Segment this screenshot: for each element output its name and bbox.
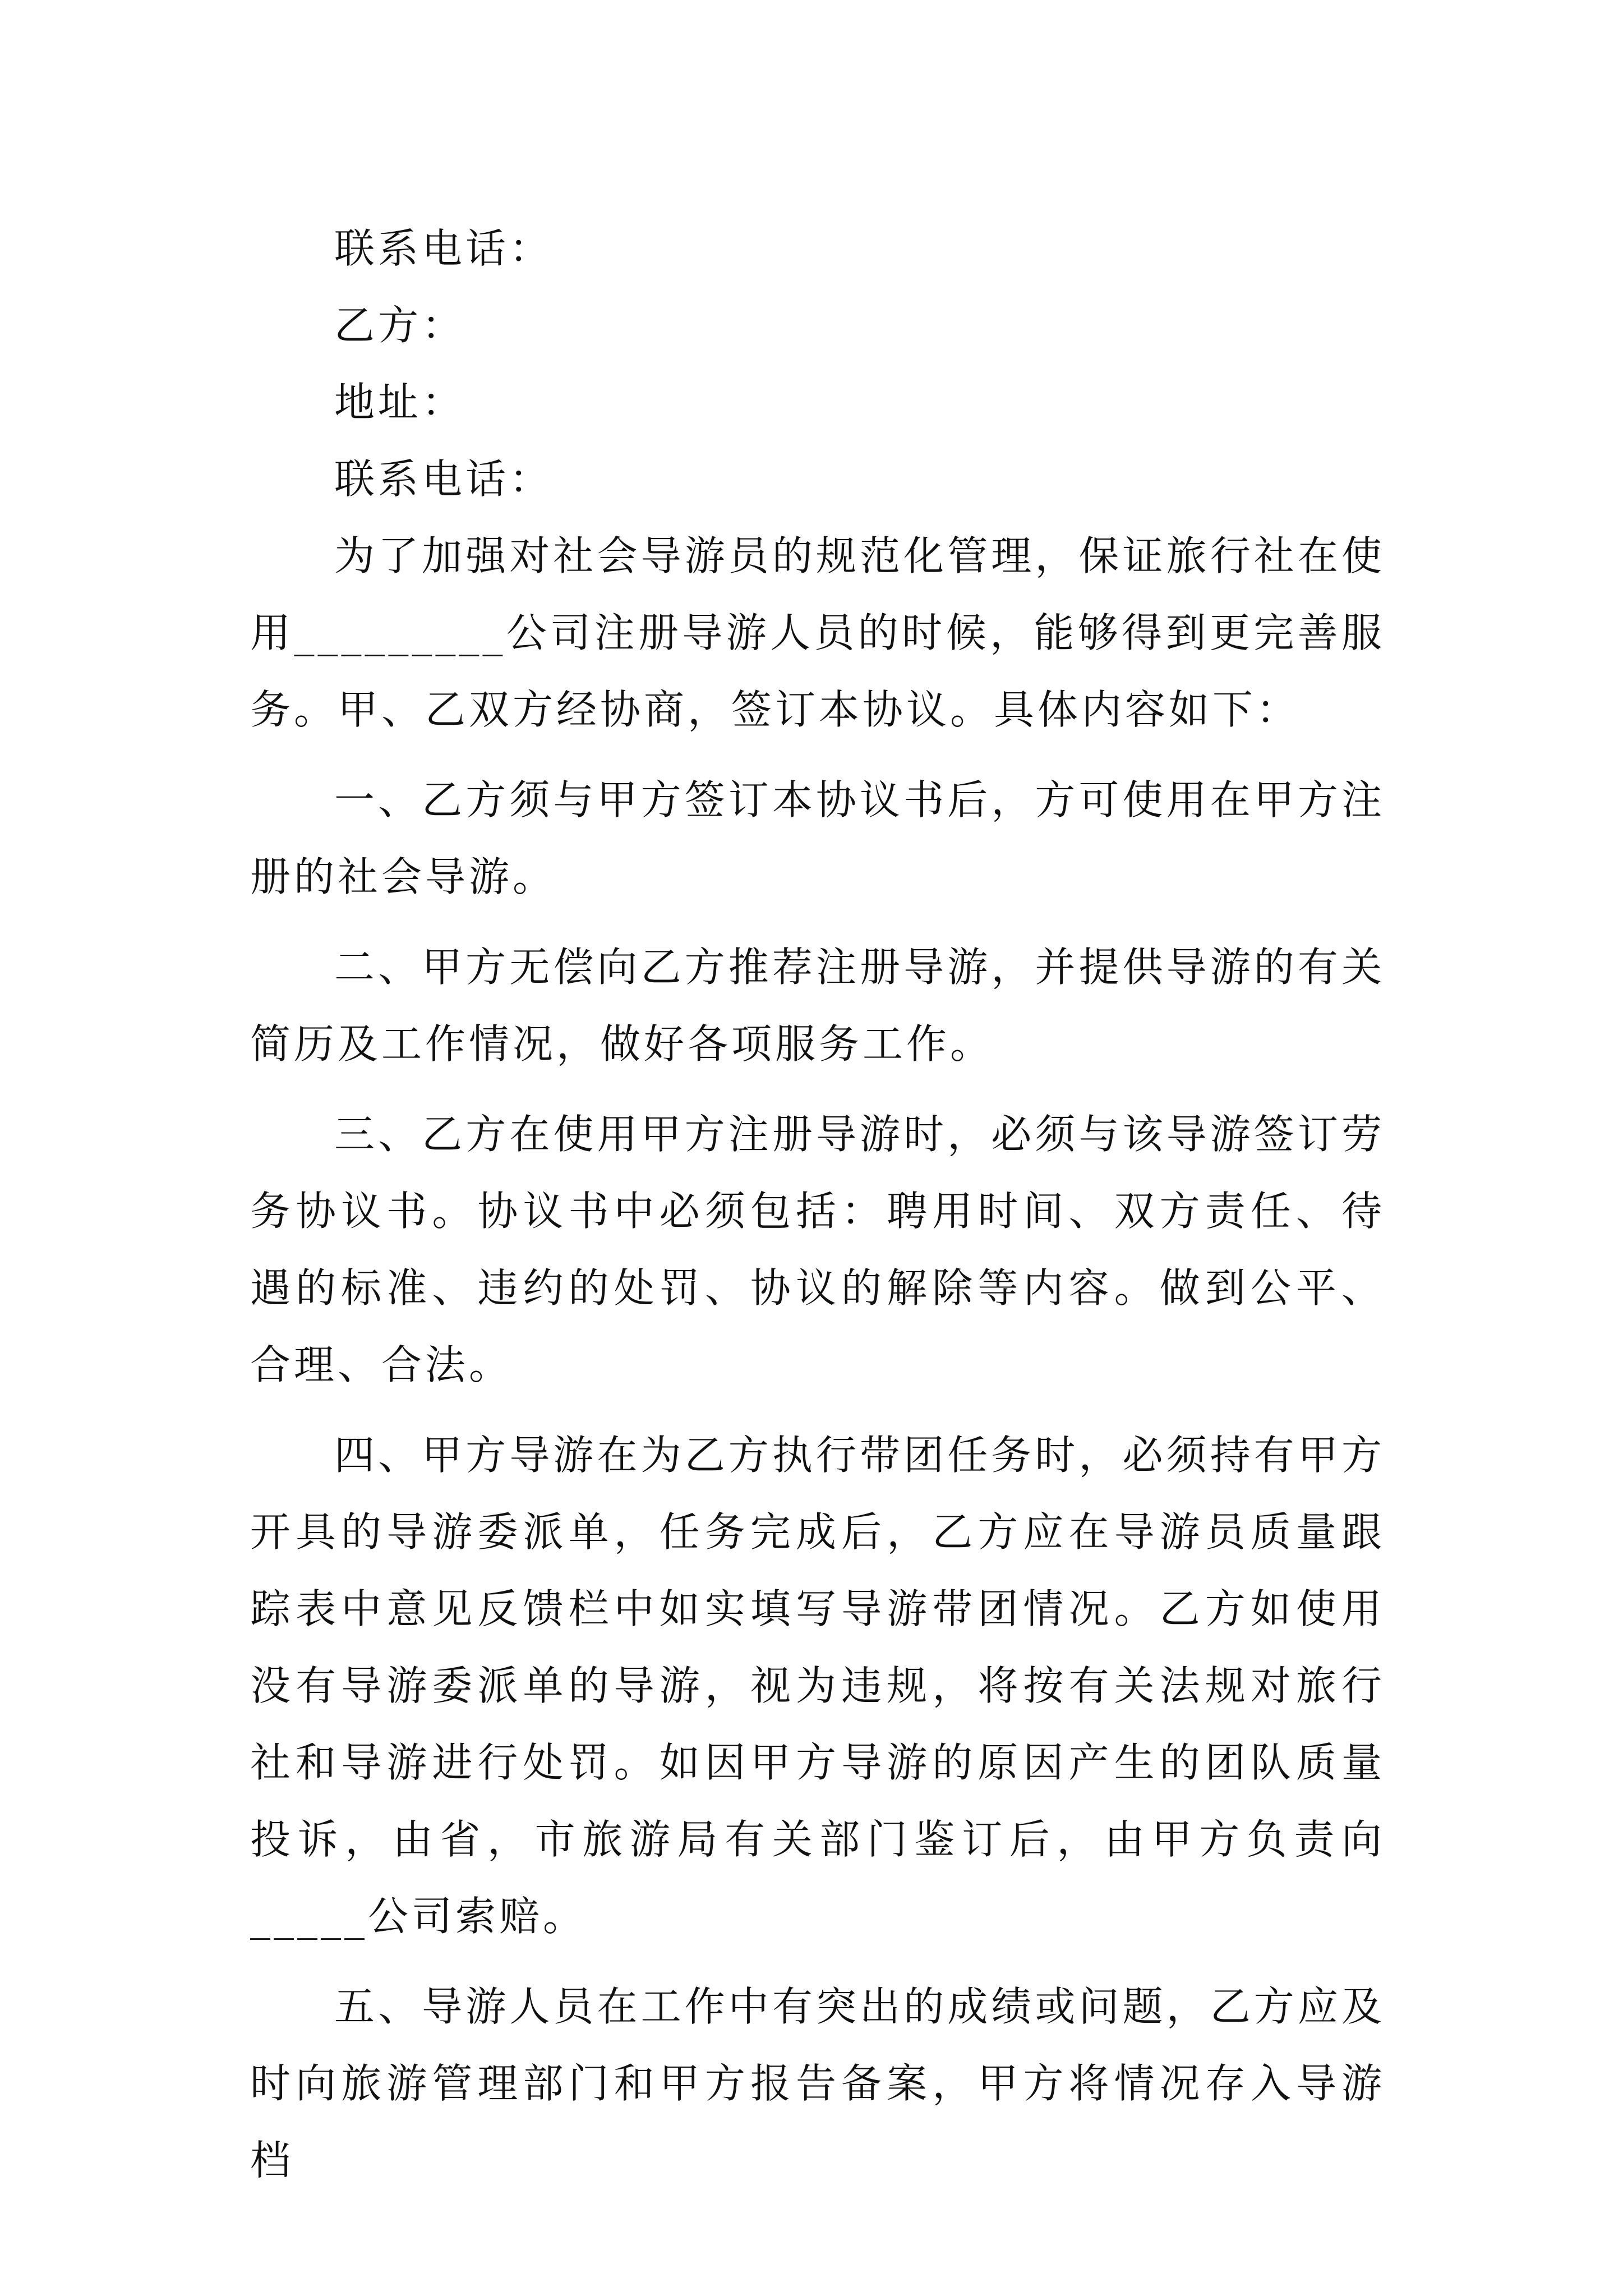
clause-3-paragraph: 三、乙方在使用甲方注册导游时，必须与该导游签订劳务协议书。协议书中必须包括：聘用时间、双方责任、待遇的标准、违约的处罚、协议的解除等内容。做到公平、合理、合法。 (250, 1111, 1385, 1388)
clause-1-paragraph: 一、乙方须与甲方签订本协议书后，方可使用在甲方注册的社会导游。 (250, 776, 1385, 900)
preamble-paragraph: 为了加强对社会导游员的规范化管理，保证旅行社在使用_________公司注册导游人员的时候，能够得到更完善服务。甲、乙双方经协商，签订本协议。具体内容如下： (250, 532, 1385, 733)
contact-fields (250, 210, 1385, 518)
clause-5-paragraph: 五、导游人员在工作中有突出的成绩或问题，乙方应及时向旅游管理部门和甲方报告备案，甲方将情况存入导游档 (250, 1983, 1385, 2184)
party-b-phone-label: 联系电话： (334, 455, 554, 503)
party-a-phone-label: 联系电话： (334, 225, 554, 272)
clause-2-paragraph: 二、甲方无偿向乙方推荐注册导游，并提供导游的有关简历及工作情况，做好各项服务工作。 (250, 944, 1385, 1068)
party-b-address-label: 地址： (334, 379, 466, 426)
clause-4-paragraph: 四、甲方导游在为乙方执行带团任务时，必须持有甲方开具的导游委派单，任务完成后，乙方应在导游员质量跟踪表中意见反馈栏中如实填写导游带团情况。乙方如使用没有导游委派单的导游，视为违规，将按有关法规对旅行社和导游进行处罚。如因甲方导游的原因产生的团队质量投诉，由省，市旅游局有关部门鉴订后，由甲方负责向_____公司索赔。 (250, 1432, 1385, 1940)
document-body (250, 210, 1385, 2199)
party-b-label: 乙方： (334, 302, 466, 349)
